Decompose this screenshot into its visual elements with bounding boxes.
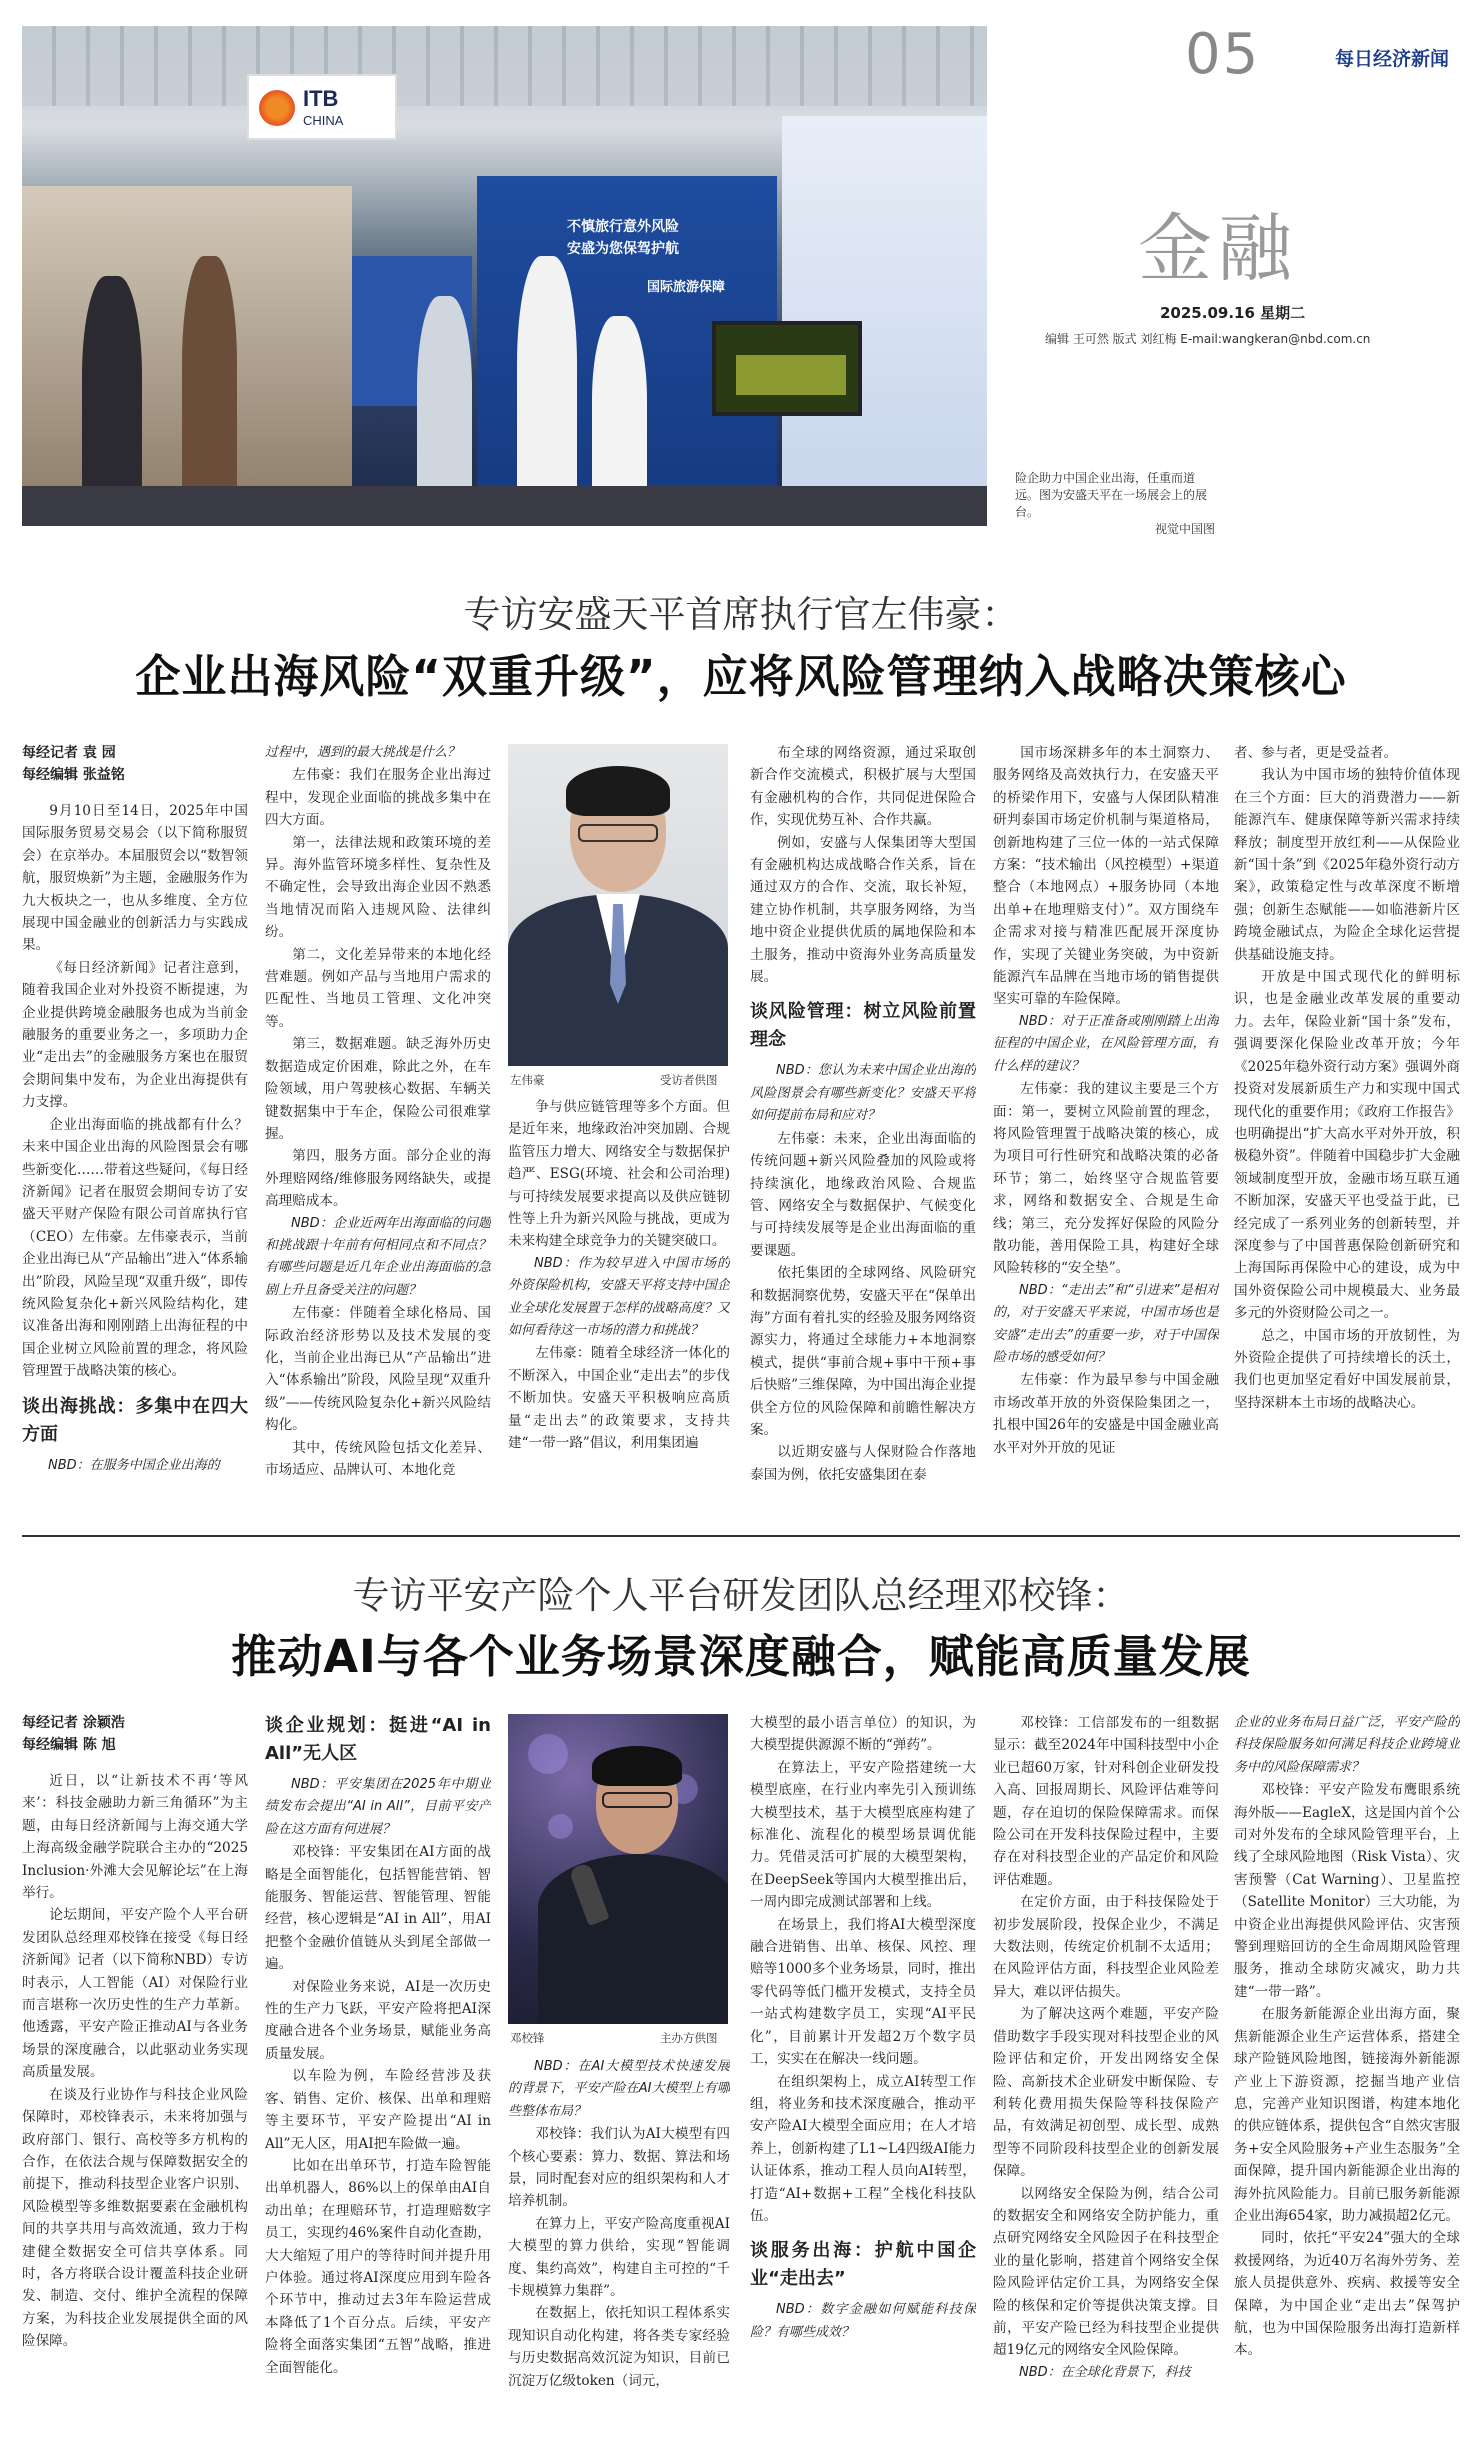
question: 过程中，遇到的最大挑战是什么？ xyxy=(265,745,461,760)
paragraph: 对保险业务来说，AI是一次历史性的生产力飞跃，平安产险将把AI深度融合进各个业务场景，赋能业务高质量发展。 xyxy=(265,1978,491,2062)
paragraph: 例如，安盛与人保集团等大型国有金融机构达成战略合作关系，旨在通过双方的合作、交流，取长补短，建立协作机制，共享服务网络，为当地中资企业提供优质的属地保险和本土服务，推动中资海外业务高质量发展。 xyxy=(750,834,976,986)
paragraph: 在定价方面，由于科技保险处于初步发展阶段，投保企业少，不满足大数法则，传统定价机制不太适用；在风险评估方面，科技型企业风险差异大，难以评估损失。 xyxy=(993,1894,1219,2000)
paragraph: 总之，中国市场的开放韧性，为外资险企提供了可持续增长的沃土，我们也更加坚定看好中国发展前景，坚持深耕本土市场的战略决心。 xyxy=(1234,1327,1460,1411)
paper-name: 每日经济新闻 xyxy=(1335,48,1450,70)
paragraph: 我认为中国市场的独特价值体现在三个方面：巨大的消费潜力——新能源汽车、健康保障等新兴需求持续释放；制度型开放红利——从保险业新“国十条”到《2025年稳外资行动方案》，政策稳定性与改革深度不断增强；创新生态赋能——如临港新片区跨境金融试点，为险企全球化运营提供基础设施支持。 xyxy=(1234,767,1460,963)
paragraph: 国市场深耕多年的本土洞察力、服务网络及高效执行力，在安盛天平的桥梁作用下，安盛与人保团队精准研判泰国市场定价机制与渠道格局，创新地构建了三位一体的一站式保障方案：“技术输出（风控模型）+渠道整合（本地网点）+服务协同（本地出单+在地理赔支付）”。双方围绕车企需求对接与精准匹配展开深度协作，实现了关键业务突破，为中资新能源汽车品牌在当地市场的销售提供坚实可靠的车险保障。 xyxy=(993,745,1219,1008)
paragraph: 依托集团的全球网络、风险研究和数据洞察优势，安盛天平在“保单出海”方面有着扎实的经验及服务网络资源实力，将通过全球能力+本地洞察模式，提供“事前合规+事中干预+事后快赔”三维保障，为中国出海企业提供全方位的风险保障和前瞻性解决方案。 xyxy=(750,1265,976,1438)
page-number: 05 xyxy=(1185,22,1261,87)
question: NBD：企业近两年出海面临的问题和挑战跟十年前有何相同点和不同点？有哪些问题是近几年企业出海面临的急剧上升且备受关注的问题？ xyxy=(265,1215,491,1298)
subheading: 谈出海挑战：多集中在四大方面 xyxy=(22,1395,248,1445)
reporter-line: 每经记者 涂颖浩 xyxy=(22,1715,125,1731)
reporter-line: 每经记者 袁 园 xyxy=(22,745,116,761)
subheading: 谈风险管理：树立风险前置理念 xyxy=(750,1001,976,1051)
paragraph: 左伟豪：随着全球经济一体化的不断深入，中国企业“走出去”的步伐不断加快。安盛天平积极响应高质量“走出去”的政策要求，支持共建“一带一路”倡议，利用集团遍 xyxy=(508,1345,730,1452)
question: NBD：在AI大模型技术快速发展的背景下，平安产险在AI大模型上有哪些整体布局？ xyxy=(508,2059,730,2119)
paragraph: 开放是中国式现代化的鲜明标识，也是金融业改革发展的重要动力。去年，保险业新“国十条”发布，强调要深化保险业改革开放；今年《2025年稳外资行动方案》强调外商投资对发展新质生产力和实现中国式现代化的重要作用；《政府工作报告》也明确提出“扩大高水平对外开放，积极稳外资”。伴随着中国稳步扩大金融领域制度型开放，金融市场互联互通不断加深，安盛天平也受益于此，已经完成了一系列业务的创新转型，并深度参与了中国普惠保险创新研究和上海国际再保险中心的建设，成为中国外资保险公司中规模最大、业务最多元的外资财险公司之一。 xyxy=(1234,969,1460,1322)
paragraph: 第二，文化差异带来的本地化经营难题。例如产品与当地用户需求的匹配性、当地员工管理、文化冲突等。 xyxy=(265,946,491,1030)
paragraph: 左伟豪：作为最早参与中国金融市场改革开放的外资保险集团之一，扎根中国26年的安盛是中国金融业高水平对外开放的见证 xyxy=(993,1372,1219,1456)
editor-line: 编辑 王可然 版式 刘红梅 E-mail:wangkeran@nbd.com.cn xyxy=(1045,332,1371,346)
portrait-zuo-weihao xyxy=(508,744,728,1066)
portrait-glasses xyxy=(578,824,658,842)
article2-col5 xyxy=(993,1712,1219,2422)
article2-col6 xyxy=(1234,1712,1460,2422)
portrait-body xyxy=(538,1854,728,2024)
photo-bokeh xyxy=(528,1734,568,1774)
itb-sign xyxy=(247,74,397,140)
article1-col5 xyxy=(993,742,1219,1526)
booth-text-2: 安盛为您保驾护航 xyxy=(567,241,679,257)
portrait-hair xyxy=(592,1746,682,1786)
paragraph: 比如在出单环节，打造车险智能出单机器人，86%以上的保单由AI自动出单；在理赔环节，打造理赔数字员工，实现约46%案件自动化查勘，大大缩短了用户的等待时间并提升用户体验。通过将AI深度应用到车险各个环节中，推动过去3年车险运营成本降低了1个百分点。后续，平安产险将全面落实集团“五智”战略，推进全面智能化。 xyxy=(265,2157,491,2376)
paragraph: 在算法上，平安产险搭建统一大模型底座，在行业内率先引入预训练大模型技术，基于大模型底座构建了标准化、流程化的模型场景调优能力。凭借灵活可扩展的大模型架构，在DeepSeek等国内大模型推出后，一周内即完成测试部署和上线。 xyxy=(750,1759,976,1911)
issue-date: 2025.09.16 星期二 xyxy=(1160,304,1306,322)
top-photo xyxy=(22,26,987,526)
photo-caption xyxy=(1015,470,1215,538)
itb-logo-icon xyxy=(259,90,295,126)
article1-subtitle: 专访安盛天平首席执行官左伟豪： xyxy=(463,593,1019,636)
paragraph: 邓校锋：平安产险发布鹰眼系统海外版——EagleX，这是国内首个公司对外发布的全球风险管理平台，上线了全球风险地图（Risk Vista）、灾害预警（Cat Warning）、卫星监控（Satellite Monitor）三大功能，为中资企业出海提供风险评估、灾害预警到理赔回访的全生命周期风险管理服务，推动全球防灾减灾，助力共建“一带一路”。 xyxy=(1234,1782,1460,2000)
paragraph: 其中，传统风险包括文化差异、市场适应、品牌认可、本地化竞 xyxy=(265,1439,491,1478)
paragraph: 邓校锋：我们认为AI大模型有四个核心要素：算力、数据、算法和场景，同时配套对应的组织架构和人才培养机制。 xyxy=(508,2126,730,2210)
subheading: 谈企业规划：挺进“AI in All”无人区 xyxy=(265,1715,491,1764)
portrait1-name: 左伟豪 xyxy=(510,1073,545,1087)
paragraph: 在组织架构上，成立AI转型工作组，将业务和技术深度融合，推动平安产险AI大模型全面应用；在人才培养上，创新构建了L1~L4四级AI能力认证体系，推动工程人员向AI转型，打造“AI+数据+工程”全栈化科技队伍。 xyxy=(750,2073,976,2224)
paragraph: 在谈及行业协作与科技企业风险保障时，邓校锋表示，未来将加强与政府部门、银行、高校等多方机构的合作，在依法合规与保障数据安全的前提下，推动科技型企业客户识别、风险模型等多维数据要素在金融机构间的共享共用与高效流通，致力于构建健全数据安全可信共享体系。同时，各方将联合设计覆盖科技企业研发、制造、交付、维护全流程的保障方案，为科技企业发展提供全面的风险保障。 xyxy=(22,2086,248,2350)
itb-brand: ITB xyxy=(303,86,339,111)
paragraph: 近日，以“让新技术不再‘等风来’：科技金融助力新三角循环”为主题，由每日经济新闻与上海交通大学上海高级金融学院联合主办的“2025 Inclusion·外滩大会见解论坛”在上海举行。 xyxy=(22,1773,248,1902)
article1-title: 企业出海风险“双重升级”，应将风险管理纳入战略决策核心 xyxy=(135,650,1347,703)
paragraph: 布全球的网络资源，通过采取创新合作交流模式，积极扩展与大型国有金融机构的合作，共同促进保险合作，实现优势互补、合作共赢。 xyxy=(750,745,976,829)
paragraph: 第三，数据难题。缺乏海外历史数据造成定价困难，除此之外，在车险领域，用户驾驶核心数据、车辆关键数据集中于车企，保险公司很难掌握。 xyxy=(265,1036,491,1142)
photo-floor xyxy=(22,486,987,526)
article2-col3 xyxy=(508,2056,730,2422)
photo-booth-right xyxy=(782,116,987,516)
article2-title: 推动AI与各个业务场景深度融合，赋能高质量发展 xyxy=(231,1630,1251,1683)
paragraph: 左伟豪：我的建议主要是三个方面：第一，要树立风险前置的理念，将风险管理置于战略决策的核心，成为项目可行性研究和战略决策的必备环节；第二，始终坚守合规监管要求，网络和数据安全、合规是生命线；第三，充分发挥好保险的风险分散功能，善用保险工具，构建好全球风险转移的“安全垫”。 xyxy=(993,1081,1219,1277)
portrait-glasses xyxy=(602,1792,672,1808)
question: 企业的业务布局日益广泛，平安产险的科技保险服务如何满足科技企业跨境业务中的风险保障需求？ xyxy=(1234,1715,1460,1775)
section-title: 金融 xyxy=(1138,206,1298,292)
paragraph: 争与供应链管理等多个方面。但是近年来，地缘政治冲突加剧、合规监管压力增大、网络安全与数据保护趋严、ESG(环境、社会和公司治理)与可持续发展要求提高以及供应链韧性等上升为新兴风险与挑战，更成为未来构建全球竞争力的关键突破口。 xyxy=(508,1099,730,1250)
paragraph: 左伟豪：我们在服务企业出海过程中，发现企业面临的挑战多集中在四大方面。 xyxy=(265,767,491,829)
editor-byline: 每经编辑 张益铭 xyxy=(22,767,125,783)
section-divider xyxy=(22,1535,1460,1537)
portrait-deng-xiaofeng xyxy=(508,1714,728,2024)
paragraph: 为了解决这两个难题，平安产险借助数字手段实现对科技型企业的风险评估和定价，开发出网络安全保险、高新技术企业研发中断保险、专利转化费用损失保险等科技保险产品，有效满足初创型、成长型、成熟型等不同阶段科技型企业的创新发展保障。 xyxy=(993,2006,1219,2180)
portrait2-credit: 主办方供图 xyxy=(660,2031,718,2045)
question: NBD：对于正准备或刚刚踏上出海征程的中国企业，在风险管理方面，有什么样的建议？ xyxy=(993,1013,1219,1074)
paragraph: 第四，服务方面。部分企业的海外理赔网络/维修服务网络缺失，或提高理赔成本。 xyxy=(265,1148,491,1210)
paragraph: 邓校锋：平安集团在AI方面的战略是全面智能化，包括智能营销、智能服务、智能运营、智能管理、智能经营，核心逻辑是“AI in All”，用AI把整个金融价值链从头到尾全部做一遍。 xyxy=(265,1844,491,1973)
itb-sub: CHINA xyxy=(303,113,344,128)
paragraph: 9月10日至14日，2025年中国国际服务贸易交易会（以下简称服贸会）在京举办。本届服贸会以“数智领航，服贸焕新”为主题，金融服务作为九大板块之一，也从多维度、全方位展现中国金融业的创新活力与实践成果。 xyxy=(22,803,248,954)
article2-subtitle: 专访平安产险个人平台研发团队总经理邓校锋： xyxy=(352,1574,1130,1617)
article2-col2 xyxy=(265,1712,491,2422)
paragraph: 在服务新能源企业出海方面，聚焦新能源企业生产运营体系，搭建全球产险链风险地图，链接海外新能源产业上下游资源，挖掘当地产业信息，完善产业知识图谱，构建本地化的供应链体系，提供包含“自然灾害服务+安全风险服务+产业生态服务”全面保障，提升国内新能源企业出海的海外抗风险能力。目前已服务新能源企业出海654家，助力减损超2亿元。 xyxy=(1234,2006,1460,2224)
paragraph: 左伟豪：伴随着全球化格局、国际政治经济形势以及技术发展的变化，当前企业出海已从“产品输出”进入“体系输出”阶段，风险呈现“双重升级”——传统风险复杂化+新兴风险结构化。 xyxy=(265,1305,491,1434)
article1-col6 xyxy=(1234,742,1460,1526)
photo-credit: 视觉中国图 xyxy=(1154,522,1215,536)
portrait1-credit: 受访者供图 xyxy=(660,1073,718,1087)
article1-col3 xyxy=(508,1096,730,1526)
question: NBD：平安集团在2025年中期业绩发布会提出“AI in All”，目前平安产险在这方面有何进展？ xyxy=(265,1777,491,1837)
subheading: 谈服务出海：护航中国企业“走出去” xyxy=(750,2240,976,2290)
question: NBD：您认为未来中国企业出海的风险图景会有哪些新变化？安盛天平将如何提前布局和应对？ xyxy=(750,1063,976,1124)
booth-text-3: 国际旅游保障 xyxy=(647,280,726,295)
paragraph: 在场景上，我们将AI大模型深度融合进销售、出单、核保、风控、理赔等1000多个业务场景，同时，推出零代码等低门槛开发模式，支持全员一站式构建数字员工，实现“AI平民化”，目前累计开发超2万个数字员工，实实在在解决一线问题。 xyxy=(750,1916,976,2068)
paragraph: 以网络安全保险为例，结合公司的数据安全和网络安全防护能力，重点研究网络安全风险因子在科技型企业的量化影响，搭建首个网络安全保险风险评估定价工具，为网络安全保险的核保和定价等提供决策支撑。目前，平安产险已经为科技型企业提供超19亿元的网络安全风险保障。 xyxy=(993,2185,1219,2359)
booth-text-1: 不慎旅行意外风险 xyxy=(567,219,679,235)
photo-ceiling xyxy=(22,26,987,106)
paragraph: 论坛期间，平安产险个人平台研发团队总经理邓校锋在接受《每日经济新闻》记者（以下简称NBD）专访时表示，人工智能（AI）对保险行业而言堪称一次历史性的生产力革新。他透露，平安产险正推动AI与各业务场景的深度融合，以此驱动业务实现高质量发展。 xyxy=(22,1907,248,2081)
article1-col2 xyxy=(265,742,491,1526)
editor-byline: 每经编辑 陈 旭 xyxy=(22,1737,116,1753)
paragraph: 大模型的最小语言单位）的知识，为大模型提供源源不断的“弹药”。 xyxy=(750,1715,976,1754)
itb-sign-text xyxy=(303,88,343,132)
photo-bokeh xyxy=(548,1814,573,1839)
paragraph: 左伟豪：未来，企业出海面临的传统问题+新兴风险叠加的风险或将持续演化，地缘政治风险、合规监管、网络安全与数据保护、气候变化与可持续发展等是企业出海面临的重要课题。 xyxy=(750,1130,976,1259)
paragraph: 者、参与者，更是受益者。 xyxy=(1234,745,1398,761)
photo-screen xyxy=(712,321,862,416)
paragraph: 第一，法律法规和政策环境的差异。海外监管环境多样性、复杂性及不确定性，会导致出海企业因不熟悉当地情况而陷入违规风险、法律纠纷。 xyxy=(265,834,491,941)
question: NBD：“走出去”和“引进来”是相对的，对于安盛天平来说，中国市场也是安盛“走出去”的重要一步，对于中国保险市场的感受如何？ xyxy=(993,1282,1219,1365)
article2-col1 xyxy=(22,1712,248,2422)
photo-caption-text: 险企助力中国企业出海，任重而道远。图为安盛天平在一场展会上的展台。 xyxy=(1015,471,1208,519)
paragraph: 在数据上，依托知识工程体系实现知识自动化构建，将各类专家经验与历史数据高效沉淀为知识，目前已沉淀万亿级token（词元， xyxy=(508,2305,730,2389)
question: NBD：在服务中国企业出海的 xyxy=(48,1457,220,1473)
question: NBD：作为较早进入中国市场的外资保险机构，安盛天平将支持中国企业全球化发展置于怎样的战略高度？又如何看待这一市场的潜力和挑战？ xyxy=(508,1255,730,1339)
portrait2-name: 邓校锋 xyxy=(510,2031,545,2045)
paragraph: 以车险为例，车险经营涉及获客、销售、定价、核保、出单和理赔等主要环节，平安产险提出“AI in All”无人区，用AI把车险做一遍。 xyxy=(265,2068,491,2152)
paragraph: 邓校锋：工信部发布的一组数据显示：截至2024年中国科技型中小企业已超60万家，针对科创企业研发投入高、回报周期长、风险评估难等问题，存在迫切的保险保障需求。而保险公司在开发科技保险过程中，主要存在对科技型企业的产品定价和风险评估难题。 xyxy=(993,1715,1219,1888)
portrait-hair xyxy=(566,766,670,816)
article1-col1 xyxy=(22,742,248,1526)
question: NBD：在全球化背景下，科技 xyxy=(1019,2364,1191,2380)
paragraph: 在算力上，平安产险高度重视AI大模型的算力供给，实现“智能调度、集约高效”，构建自主可控的“千卡规模算力集群”。 xyxy=(508,2215,730,2300)
paragraph: 以近期安盛与人保财险合作落地泰国为例，依托安盛集团在泰 xyxy=(750,1444,976,1483)
question: NBD：数字金融如何赋能科技保险？有哪些成效？ xyxy=(750,2302,976,2340)
paragraph: 《每日经济新闻》记者注意到，随着我国企业对外投资不断提速，为企业提供跨境金融服务也成为当前金融服务的重要业务之一，多项助力企业“走出去”的金融服务方案也在服贸会期间集中发布，为企业出海提供有力支撑。 xyxy=(22,959,248,1111)
paragraph: 同时，依托“平安24”强大的全球救援网络，为近40万名海外劳务、差旅人员提供意外、疾病、救援等安全保障，为中国企业“走出去”保驾护航，也为中国保险服务出海打造新样本。 xyxy=(1234,2230,1460,2359)
article2-col4 xyxy=(750,1712,976,2422)
paragraph: 企业出海面临的挑战都有什么？未来中国企业出海的风险图景会有哪些新变化……带着这些疑问，《每日经济新闻》记者在服贸会期间专访了安盛天平财产保险有限公司首席执行官（CEO）左伟豪。左伟豪表示，当前企业出海已从“产品输出”进入“体系输出”阶段，风险呈现“双重升级”，即传统风险复杂化+新兴风险结构化，建议准备出海和刚刚踏上出海征程的中国企业树立风险前置的理念，将风险管理置于战略决策的核心。 xyxy=(22,1116,248,1380)
article1-col4 xyxy=(750,742,976,1526)
